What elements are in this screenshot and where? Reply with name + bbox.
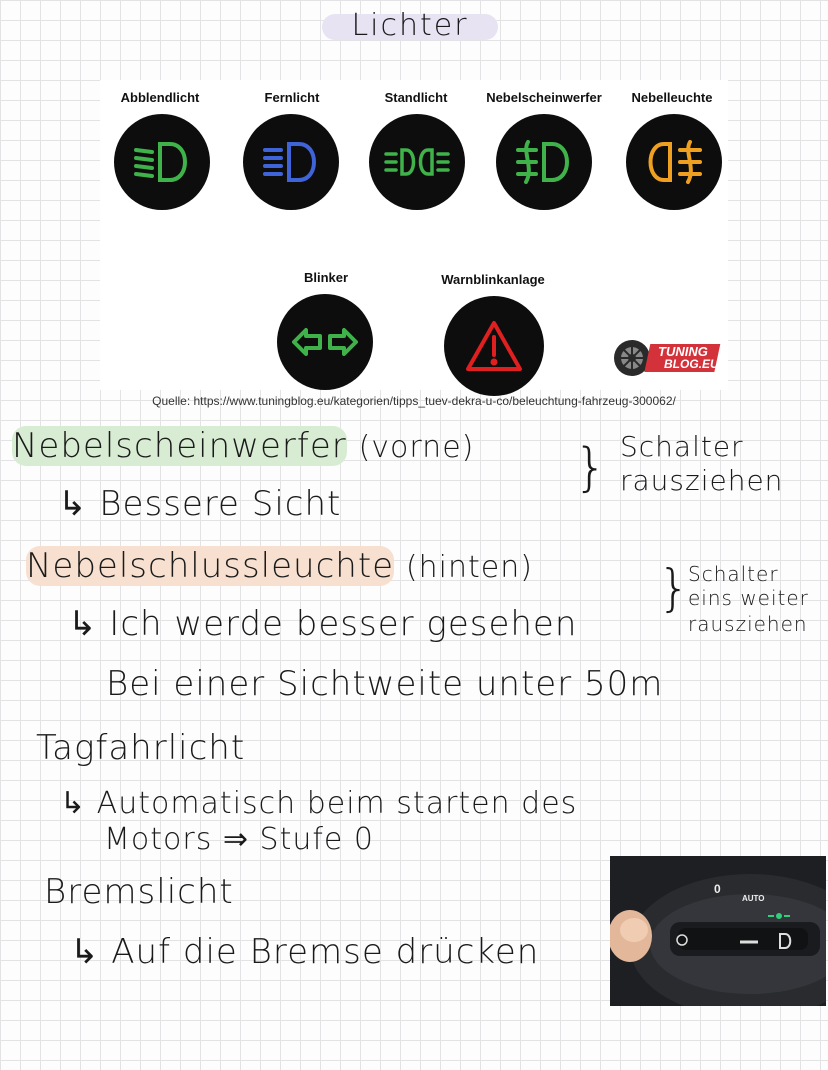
- front-fog-term: Nebelscheinwerfer: [12, 426, 347, 466]
- rear-fog-term: Nebelschlussleuchte: [26, 546, 395, 586]
- rear-fog-light-icon: [626, 114, 722, 210]
- icon-label-nebelleuchte: Nebelleuchte: [631, 90, 713, 105]
- rear-fog-effect: ↳ Ich werde besser gesehen: [68, 604, 578, 644]
- brake-heading: Bremslicht: [44, 872, 234, 912]
- front-fog-light-icon: [496, 114, 592, 210]
- icon-label-nebelscheinwerfer: Nebelscheinwerfer: [486, 90, 602, 105]
- page-title: Lichter: [351, 8, 469, 43]
- brace: }: [574, 438, 609, 498]
- brace: }: [658, 559, 691, 617]
- icon-label-fernlicht: Fernlicht: [264, 90, 320, 105]
- tuningblog-logo: [612, 336, 730, 380]
- icon-label-standlicht: Standlicht: [384, 90, 448, 105]
- front-fog-effect: ↳ Bessere Sicht: [58, 484, 342, 524]
- icon-label-warnblinkanlage: Warnblinkanlage: [441, 272, 545, 287]
- image-source: Quelle: https://www.tuningblog.eu/kategorien/tipps_tuev-dekra-u-co/beleuchtung-fahrzeug-300062/: [152, 394, 676, 408]
- switch-position-auto: AUTO: [742, 894, 765, 903]
- icon-label-blinker: Blinker: [303, 270, 349, 285]
- front-fog-heading: [12, 426, 474, 468]
- rear-fog-qualifier: (hinten): [405, 550, 533, 585]
- rear-fog-heading: [26, 546, 533, 588]
- light-switch-photo: [610, 856, 826, 1006]
- parking-light-icon: [369, 114, 465, 210]
- daytime-heading: Tagfahrlicht: [36, 728, 246, 768]
- front-fog-switch-line1: Schalter: [620, 430, 744, 463]
- rear-fog-switch-line3: rausziehen: [688, 612, 808, 636]
- rear-fog-condition: Bei einer Sichtweite unter 50m: [106, 664, 664, 704]
- switch-position-0: 0: [714, 882, 721, 896]
- rear-fog-switch-line1: Schalter: [688, 562, 779, 586]
- daytime-effect-line2: Motors ⇒ Stufe 0: [104, 822, 374, 857]
- daytime-effect-line1: ↳ Automatisch beim starten des: [60, 786, 578, 821]
- logo-text-line1: TUNING: [658, 344, 708, 359]
- brake-effect: ↳ Auf die Bremse drücken: [70, 932, 540, 972]
- icon-label-abblendlicht: Abblendlicht: [120, 90, 200, 105]
- hazard-warning-icon: [444, 296, 544, 396]
- front-fog-qualifier: (vorne): [358, 430, 475, 465]
- high-beam-icon: [243, 114, 339, 210]
- front-fog-switch-line2: rausziehen: [620, 464, 784, 497]
- low-beam-icon: [114, 114, 210, 210]
- turn-signal-icon: [277, 294, 373, 390]
- rear-fog-switch-line2: eins weiter: [688, 586, 809, 610]
- logo-text-line2: BLOG.EU: [664, 357, 719, 371]
